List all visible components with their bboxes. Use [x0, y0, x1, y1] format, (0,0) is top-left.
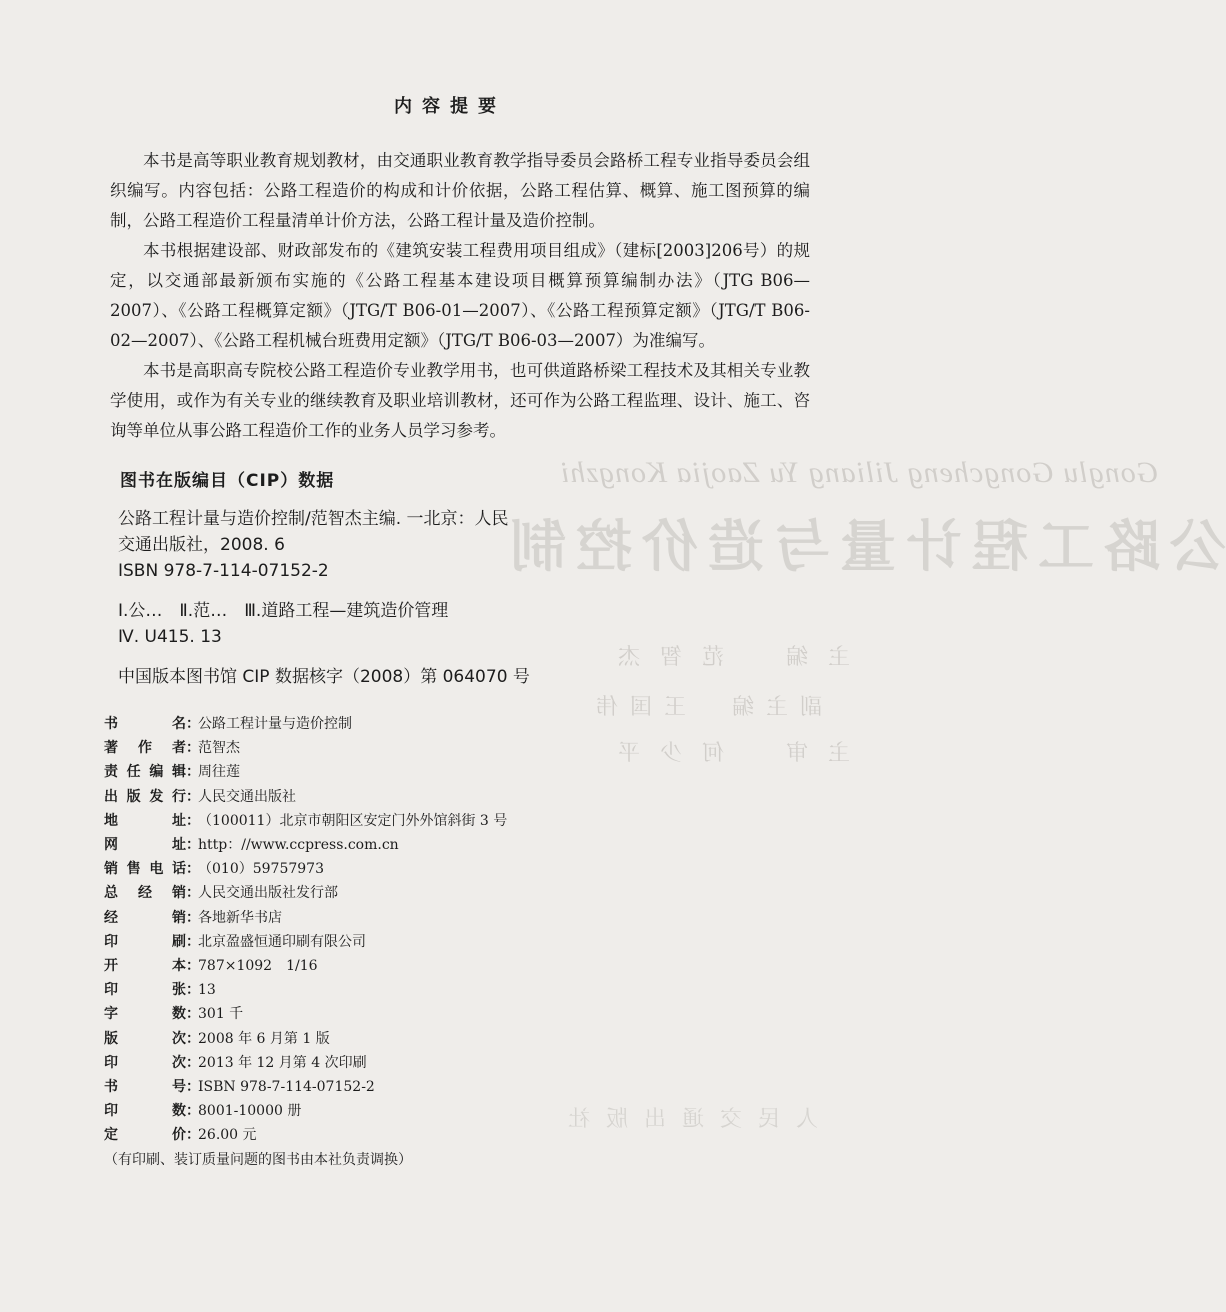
imprint-row: 网址 ： http：//www.ccpress.com.cn	[104, 833, 664, 857]
imprint-value: ISBN 978-7-114-07152-2	[198, 1079, 375, 1096]
show-through-editor: 主编 范智杰	[598, 645, 851, 670]
abstract-body	[110, 146, 810, 446]
imprint-row: 印刷 ： 北京盈盛恒通印刷有限公司	[104, 930, 664, 954]
imprint-value: 13	[198, 982, 216, 999]
imprint-value: http：//www.ccpress.com.cn	[198, 837, 399, 854]
cip-subjects: Ⅰ.公… Ⅱ.范… Ⅲ.道路工程—建筑造价管理	[118, 601, 449, 621]
show-through-pinyin: Gonglu Gongcheng Jiliang Yu Zaojia Kongzhi	[560, 456, 1159, 489]
imprint-row: 出版发行 ： 人民交通出版社	[104, 785, 664, 809]
imprint-row: 版次 ： 2008 年 6 月第 1 版	[104, 1027, 664, 1051]
imprint-key: 印张	[104, 982, 186, 999]
imprint-row: 总经销 ： 人民交通出版社发行部	[104, 881, 664, 905]
imprint-key: 书号	[104, 1079, 186, 1096]
abstract-paragraph: 本书是高职高专院校公路工程造价专业教学用书，也可供道路桥梁工程技术及其相关专业教学使用，或作为有关专业的继续教育及职业培训教材，还可作为公路工程监理、设计、施工、咨询等单位从事公路工程造价工作的业务人员学习参考。	[110, 361, 810, 440]
imprint-value: 787×1092 1/16	[198, 958, 318, 975]
cip-record-number: 中国版本图书馆 CIP 数据核字（2008）第 064070 号	[118, 667, 530, 687]
show-through-publisher: 人民交通出版社	[552, 1107, 819, 1132]
imprint-value: 北京盈盛恒通印刷有限公司	[198, 933, 366, 950]
imprint-row: 书名 ： 公路工程计量与造价控制	[104, 712, 664, 736]
cip-classification: Ⅳ. U415. 13	[118, 627, 222, 647]
imprint-row: 印数 ： 8001-10000 册	[104, 1099, 664, 1123]
imprint-key: 书名	[104, 716, 186, 732]
imprint-value: 公路工程计量与造价控制	[198, 716, 352, 732]
imprint-key: 网址	[104, 837, 186, 854]
abstract-paragraph: 本书根据建设部、财政部发布的《建筑安装工程费用项目组成》（建标[2003]206号）的规定，以交通部最新颁布实施的《公路工程基本建设项目概算预算编制办法》（JTG B06—2007）、《公路工程概算定额》（JTG/T B06-01—2007）、《公路工程预算定额》（JTG/T B06-02—2007）、《公路工程机械台班费用定额》（JTG/T B06-03—2007）为准编写。	[110, 241, 810, 350]
imprint-row: 责任编辑 ： 周往莲	[104, 760, 664, 784]
imprint-key: 著作者	[104, 740, 186, 757]
imprint-row: 著作者 ： 范智杰	[104, 736, 664, 760]
imprint-key: 销售电话	[104, 861, 186, 878]
imprint-value: （100011）北京市朝阳区安定门外外馆斜街 3 号	[198, 812, 508, 829]
imprint-value: 2008 年 6 月第 1 版	[198, 1030, 330, 1047]
imprint-value: 人民交通出版社	[198, 788, 296, 805]
cip-heading: 图书在版编目（CIP）数据	[120, 471, 335, 491]
imprint-row: 印张 ： 13	[104, 978, 664, 1002]
imprint-row: 定价 ： 26.00 元	[104, 1123, 664, 1147]
imprint-key: 出版发行	[104, 788, 186, 805]
imprint-value: 26.00 元	[198, 1127, 257, 1144]
imprint-key: 经销	[104, 909, 186, 926]
imprint-value: 301 千	[198, 1006, 244, 1023]
imprint-key: 印次	[104, 1054, 186, 1071]
cip-isbn: ISBN 978-7-114-07152-2	[118, 561, 329, 581]
imprint-key: 地址	[104, 812, 186, 829]
cip-line: 公路工程计量与造价控制/范智杰主编. 一北京：人民	[118, 509, 509, 529]
imprint-value: （010）59757973	[198, 861, 324, 878]
imprint-key: 开本	[104, 958, 186, 975]
imprint-key: 责任编辑	[104, 764, 186, 781]
imprint-value: 范智杰	[198, 740, 240, 757]
imprint-value: 各地新华书店	[198, 909, 282, 926]
imprint-key: 总经销	[104, 885, 186, 902]
show-through-title: 公路工程计量与造价控制	[500, 514, 1226, 580]
imprint-row: 经销 ： 各地新华书店	[104, 906, 664, 930]
abstract-title: 内容提要	[394, 96, 506, 117]
imprint-value: 人民交通出版社发行部	[198, 885, 338, 902]
imprint-row: 开本 ： 787×1092 1/16	[104, 954, 664, 978]
show-through-deputy: 副主编 王国伟	[584, 695, 823, 720]
imprint-note: （有印刷、装订质量问题的图书由本社负责调换）	[104, 1151, 412, 1168]
imprint-key: 印刷	[104, 933, 186, 950]
imprint-key: 字数	[104, 1006, 186, 1023]
imprint-key: 定价	[104, 1127, 186, 1144]
imprint-row: 销售电话 ： （010）59757973	[104, 857, 664, 881]
cip-data	[118, 506, 638, 690]
imprint-row: 地址 ： （100011）北京市朝阳区安定门外外馆斜街 3 号	[104, 809, 664, 833]
show-through-reviewer: 主审 何少平	[598, 741, 851, 766]
imprint-row: 印次 ： 2013 年 12 月第 4 次印刷	[104, 1051, 664, 1075]
abstract-paragraph: 本书是高等职业教育规划教材，由交通职业教育教学指导委员会路桥工程专业指导委员会组织编写。内容包括：公路工程造价的构成和计价依据，公路工程估算、概算、施工图预算的编制，公路工程造价工程量清单计价方法，公路工程计量及造价控制。	[110, 151, 810, 230]
imprint-value: 8001-10000 册	[198, 1103, 302, 1120]
imprint-table	[104, 712, 664, 1172]
imprint-value: 周往莲	[198, 764, 240, 781]
imprint-key: 版次	[104, 1030, 186, 1047]
cip-line: 交通出版社，2008. 6	[118, 535, 285, 555]
imprint-row: 书号 ： ISBN 978-7-114-07152-2	[104, 1075, 664, 1099]
imprint-value: 2013 年 12 月第 4 次印刷	[198, 1054, 367, 1071]
imprint-key: 印数	[104, 1103, 186, 1120]
imprint-row: 字数 ： 301 千	[104, 1002, 664, 1026]
